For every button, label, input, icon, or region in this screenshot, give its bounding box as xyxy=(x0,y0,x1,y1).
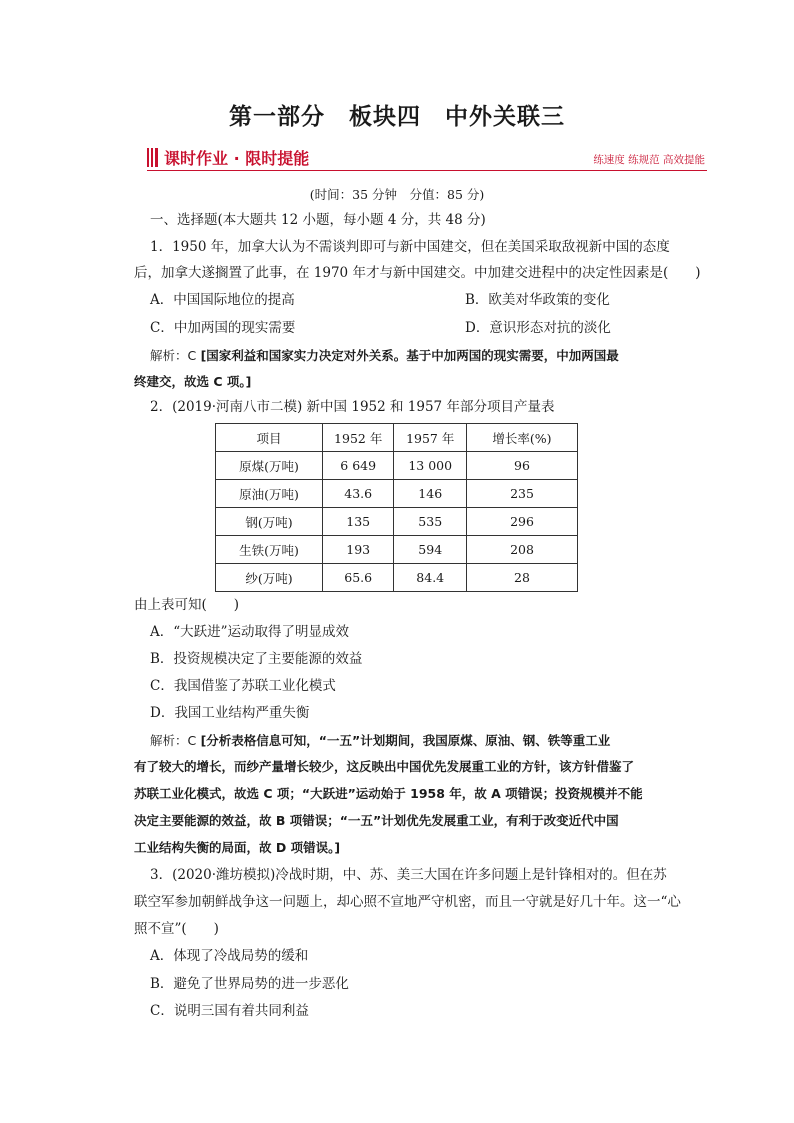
table-cell: 146 xyxy=(394,480,467,508)
table-cell: 纱(万吨) xyxy=(216,564,323,592)
q2-answer-line5: 工业结构失衡的局面，故 D 项错误。] xyxy=(134,840,341,855)
q2-answer-line3: 苏联工业化模式，故选 C 项；“大跃进”运动始于 1958 年，故 A 项错误；投资规模并不能 xyxy=(134,786,643,801)
banner-bars-icon xyxy=(147,148,159,167)
q1-option-c: C．中加两国的现实需要 xyxy=(150,320,296,336)
table-cell: 208 xyxy=(466,536,577,564)
table-cell: 43.6 xyxy=(322,480,394,508)
q3-stem-line2: 联空军参加朝鲜战争这一问题上，却心照不宣地严守机密，而且一守就是好几十年。这一“心 xyxy=(134,894,681,910)
q1-answer-text: [国家利益和国家实力决定对外关系。基于中加两国的现实需要，中加两国最 xyxy=(200,348,619,363)
section-banner xyxy=(147,146,707,170)
q2-answer-tag: 解析：C xyxy=(150,733,197,748)
q2-answer-text: [分析表格信息可知，“一五”计划期间，我国原煤、原油、钢、铁等重工业 xyxy=(200,733,611,748)
table-cell: 594 xyxy=(394,536,467,564)
table-cell: 原煤(万吨) xyxy=(216,452,323,480)
table-header-cell: 1957 年 xyxy=(394,424,467,452)
q2-answer-line4: 决定主要能源的效益，故 B 项错误；“一五”计划优先发展重工业，有利于改变近代中国 xyxy=(134,813,619,828)
table-row xyxy=(216,536,578,564)
q1-answer-tag: 解析：C xyxy=(150,348,197,363)
table-row xyxy=(216,452,578,480)
table-row xyxy=(216,508,578,536)
q3-stem-line3: 照不宣”( ) xyxy=(134,921,219,937)
q1-option-a: A．中国国际地位的提高 xyxy=(150,292,295,308)
table-cell: 296 xyxy=(466,508,577,536)
banner-slogan: 练速度 练规范 高效提能 xyxy=(593,154,705,166)
table-cell: 6 649 xyxy=(322,452,394,480)
q2-option-a: A．“大跃进”运动取得了明显成效 xyxy=(150,624,350,640)
q2-answer-line1 xyxy=(150,733,610,749)
table-cell: 28 xyxy=(466,564,577,592)
table-cell: 96 xyxy=(466,452,577,480)
table-header-cell: 增长率(%) xyxy=(466,424,577,452)
table-cell: 535 xyxy=(394,508,467,536)
table-cell: 生铁(万吨) xyxy=(216,536,323,564)
table-cell: 135 xyxy=(322,508,394,536)
table-cell: 13 000 xyxy=(394,452,467,480)
q1-answer-line1 xyxy=(150,348,619,364)
time-score-info: (时间：35 分钟 分值：85 分) xyxy=(309,187,485,202)
table-row xyxy=(216,480,578,508)
q2-after-table: 由上表可知( ) xyxy=(134,597,240,613)
table-header-cell: 项目 xyxy=(216,424,323,452)
q2-answer-line2: 有了较大的增长，而纱产量增长较少，这反映出中国优先发展重工业的方针，该方针借鉴了 xyxy=(134,759,635,774)
q1-option-d: D．意识形态对抗的淡化 xyxy=(465,320,611,336)
banner-label: 课时作业 · 限时提能 xyxy=(164,149,310,168)
q2-option-d: D．我国工业结构严重失衡 xyxy=(150,705,310,721)
table-row xyxy=(216,564,578,592)
q1-stem-line2: 后，加拿大遂搁置了此事，在 1970 年才与新中国建交。中加建交进程中的决定性因素是( ) xyxy=(134,265,701,281)
banner-rule xyxy=(147,170,707,171)
production-table xyxy=(215,423,578,592)
page-title: 第一部分 板块四 中外关联三 xyxy=(229,104,565,130)
q1-answer-line2: 终建交，故选 C 项。] xyxy=(134,374,252,389)
q3-option-b: B．避免了世界局势的进一步恶化 xyxy=(150,976,349,992)
q3-option-c: C．说明三国有着共同利益 xyxy=(150,1003,309,1019)
table-cell: 193 xyxy=(322,536,394,564)
q2-option-b: B．投资规模决定了主要能源的效益 xyxy=(150,651,363,667)
q3-option-a: A．体现了冷战局势的缓和 xyxy=(150,948,309,964)
q2-stem: 2．(2019·河南八市二模) 新中国 1952 和 1957 年部分项目产量表 xyxy=(150,399,555,415)
table-cell: 235 xyxy=(466,480,577,508)
q1-stem-line1: 1．1950 年，加拿大认为不需谈判即可与新中国建交，但在美国采取敌视新中国的态度 xyxy=(150,239,670,255)
q1-option-b: B．欧美对华政策的变化 xyxy=(465,292,610,308)
table-cell: 84.4 xyxy=(394,564,467,592)
table-cell: 钢(万吨) xyxy=(216,508,323,536)
table-header-cell: 1952 年 xyxy=(322,424,394,452)
table-cell: 原油(万吨) xyxy=(216,480,323,508)
table-cell: 65.6 xyxy=(322,564,394,592)
section-heading: 一、选择题(本大题共 12 小题，每小题 4 分，共 48 分) xyxy=(150,212,486,228)
q2-option-c: C．我国借鉴了苏联工业化模式 xyxy=(150,678,336,694)
q3-stem-line1: 3．(2020·潍坊模拟)冷战时期，中、苏、美三大国在许多问题上是针锋相对的。但在苏 xyxy=(150,867,667,883)
table-header-row xyxy=(216,424,578,452)
